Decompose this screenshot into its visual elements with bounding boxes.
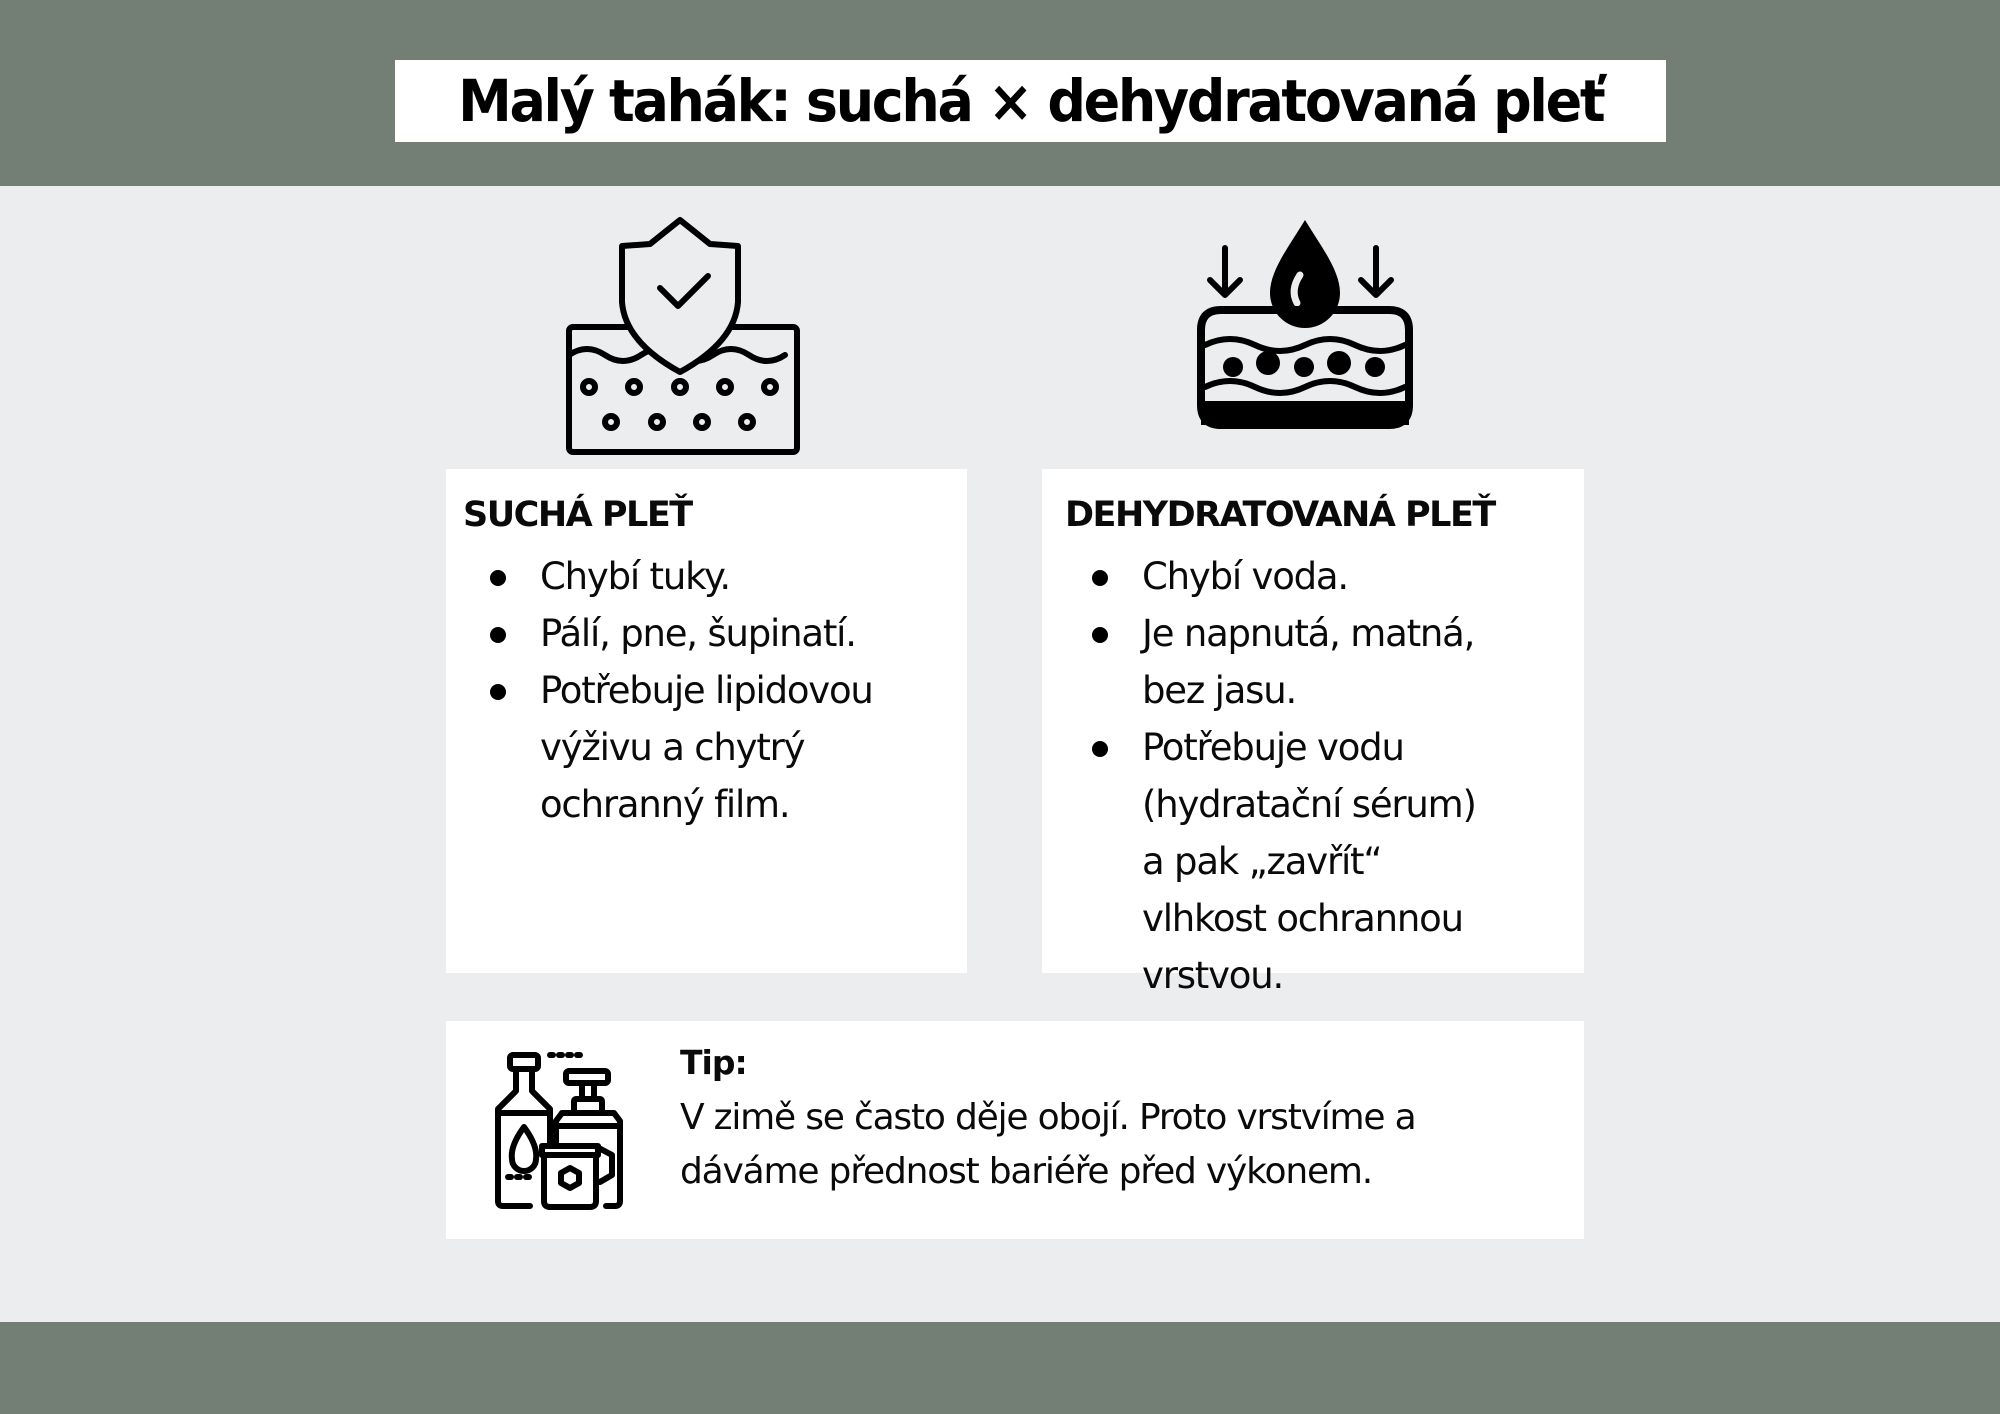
bullet-icon	[1092, 741, 1108, 757]
card-dehydrated-skin	[1042, 469, 1584, 997]
tip-box	[446, 1021, 1584, 1239]
list-item: Potřebuje lipidovou výživu a chytrý ochranný film.	[446, 662, 906, 833]
title-box	[395, 60, 1666, 142]
page-title: Malý tahák: suchá × dehydratovaná pleť	[457, 67, 1604, 135]
water-drop-skin-icon	[1195, 215, 1415, 440]
list-item: Je napnutá, matná, bez jasu.	[1042, 605, 1502, 719]
bullet-icon	[1092, 627, 1108, 643]
bullet-list	[1042, 548, 1502, 1004]
header-band	[0, 0, 2000, 186]
list-item: Chybí tuky.	[446, 548, 906, 605]
list-item: Potřebuje vodu (hydratační sérum) a pak „zavřít“ vlhkost ochrannou vrstvou.	[1042, 719, 1502, 1004]
bullet-icon	[490, 627, 506, 643]
list-item: Chybí voda.	[1042, 548, 1502, 605]
list-item: Pálí, pne, šupinatí.	[446, 605, 906, 662]
shield-check-skin-icon	[560, 212, 805, 460]
card-heading: DEHYDRATOVANÁ PLEŤ	[1065, 495, 1495, 535]
bullet-icon	[490, 570, 506, 586]
tip-text: V zimě se často děje obojí. Proto vrstvíme a dáváme přednost bariéře před výkonem.	[680, 1097, 1416, 1192]
bullet-list	[446, 548, 906, 833]
cosmetics-bottles-icon	[490, 1051, 650, 1211]
tip-label: Tip:	[680, 1043, 747, 1082]
card-heading: SUCHÁ PLEŤ	[463, 495, 692, 535]
bullet-icon	[1092, 570, 1108, 586]
bullet-icon	[490, 684, 506, 700]
footer-band	[0, 1322, 2000, 1414]
card-dry-skin	[446, 469, 967, 973]
